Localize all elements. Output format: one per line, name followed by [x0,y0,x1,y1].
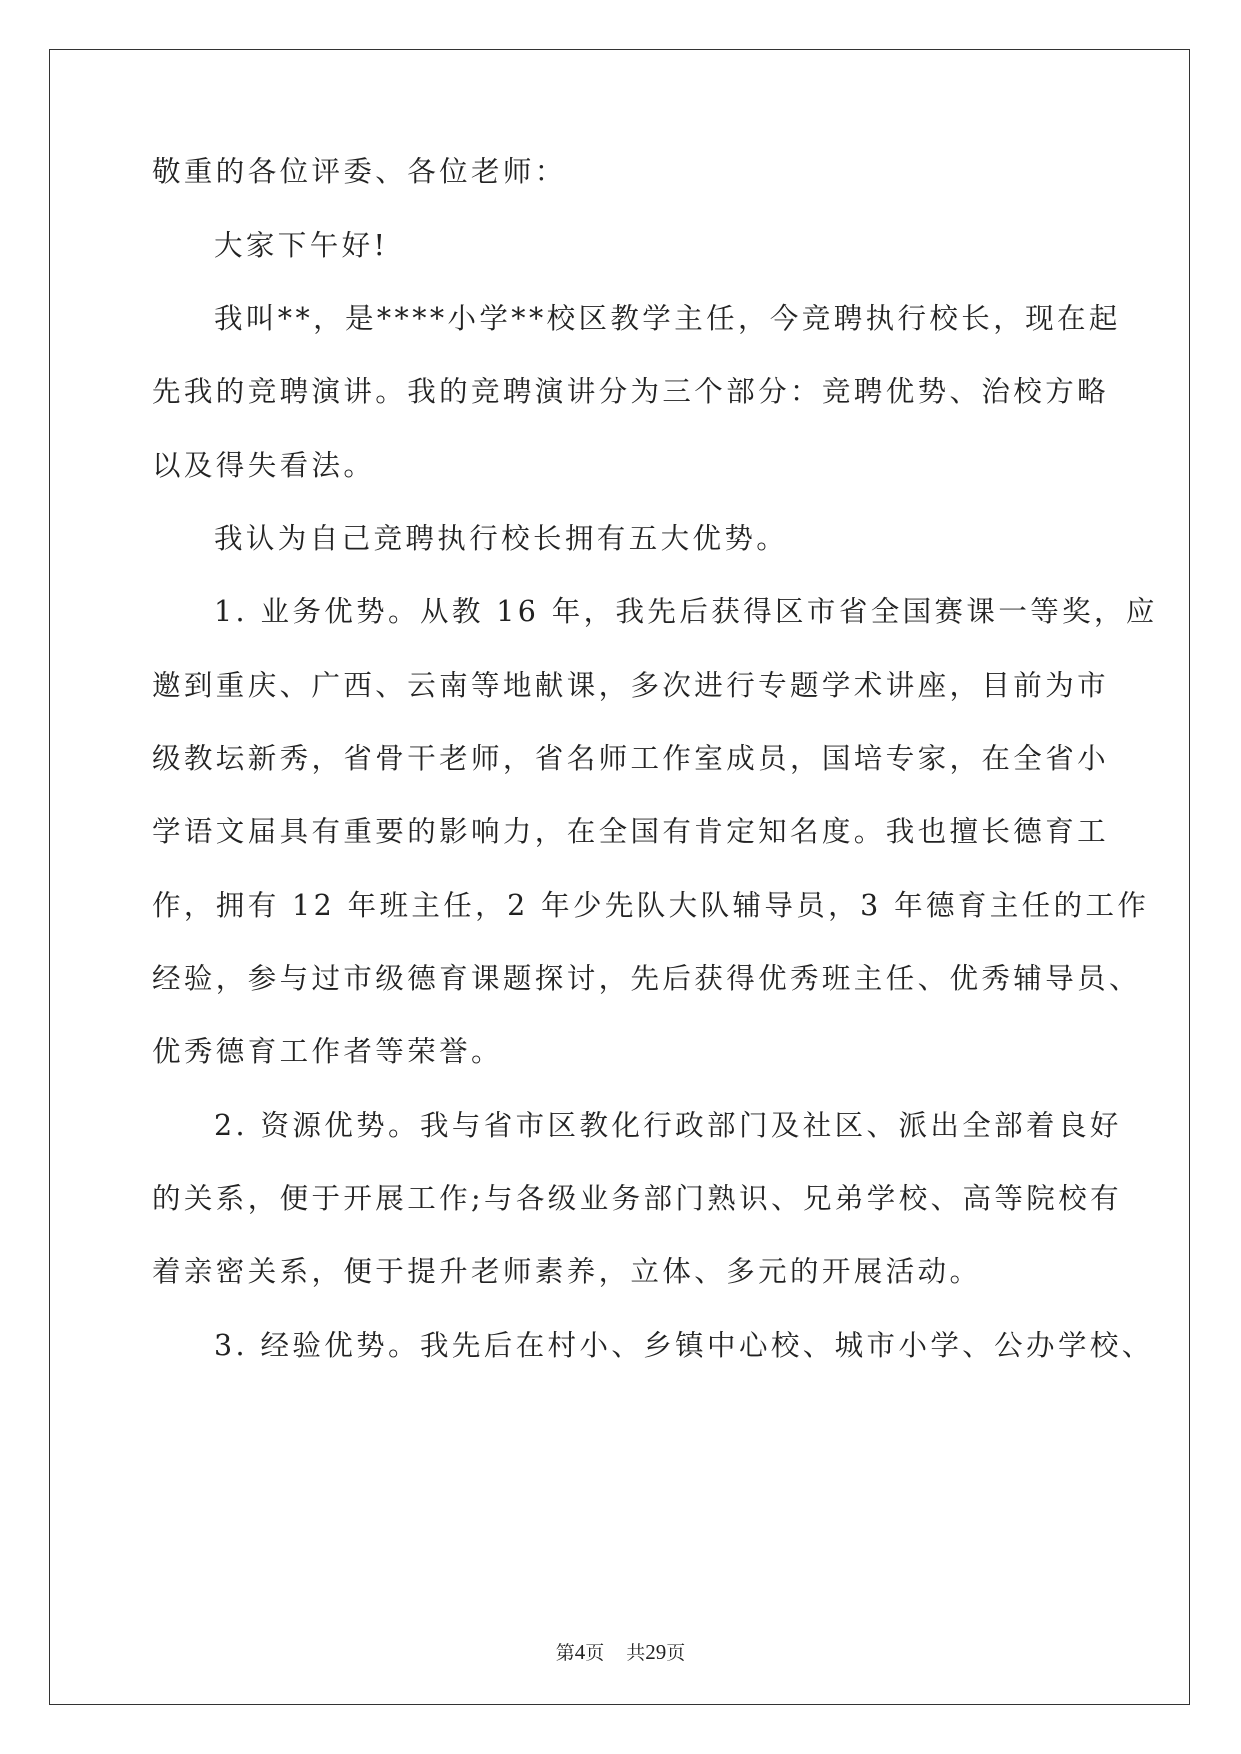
text-line: 敬重的各位评委、各位老师： [152,155,567,188]
total-pages: 29 [645,1640,667,1664]
total-suffix: 页 [666,1642,686,1664]
text-line: 学语文届具有重要的影响力，在全国有肯定知名度。我也擅长德育工 [152,815,1110,848]
text-line: 经验，参与过市级德育课题探讨，先后获得优秀班主任、优秀辅导员、 [152,962,1141,995]
text-line: 2. 资源优势。我与省市区教化行政部门及社区、派出全部着良好 [214,1109,1122,1142]
text-line: 以及得失看法。 [152,449,376,482]
text-line: 3. 经验优势。我先后在村小、乡镇中心校、城市小学、公办学校、 [214,1329,1154,1362]
text-line: 级教坛新秀，省骨干老师，省名师工作室成员，国培专家，在全省小 [152,742,1110,775]
text-line: 大家下午好! [214,229,389,262]
text-line: 我认为自己竞聘执行校长拥有五大优势。 [214,522,789,555]
page-footer [0,1638,1241,1665]
text-line: 优秀德育工作者等荣誉。 [152,1035,503,1068]
text-line: 作，拥有 12 年班主任，2 年少先队大队辅导员，3 年德育主任的工作 [152,889,1150,922]
page-border [49,49,1190,1705]
text-line: 先我的竞聘演讲。我的竞聘演讲分为三个部分：竞聘优势、治校方略 [152,375,1110,408]
text-line: 的关系，便于开展工作;与各级业务部门熟识、兄弟学校、高等院校有 [152,1182,1123,1215]
page-prefix: 第 [555,1642,575,1664]
page-number: 4 [574,1640,586,1664]
text-line: 1. 业务优势。从教 16 年，我先后获得区市省全国赛课一等奖，应 [214,595,1158,628]
text-line: 邀到重庆、广西、云南等地献课，多次进行专题学术讲座，目前为市 [152,669,1110,702]
total-prefix: 共 [626,1642,646,1664]
page-suffix: 页 [585,1642,605,1664]
text-line: 我叫**，是****小学**校区教学主任，今竞聘执行校长，现在起 [214,302,1121,335]
text-line: 着亲密关系，便于提升老师素养，立体、多元的开展活动。 [152,1255,982,1288]
